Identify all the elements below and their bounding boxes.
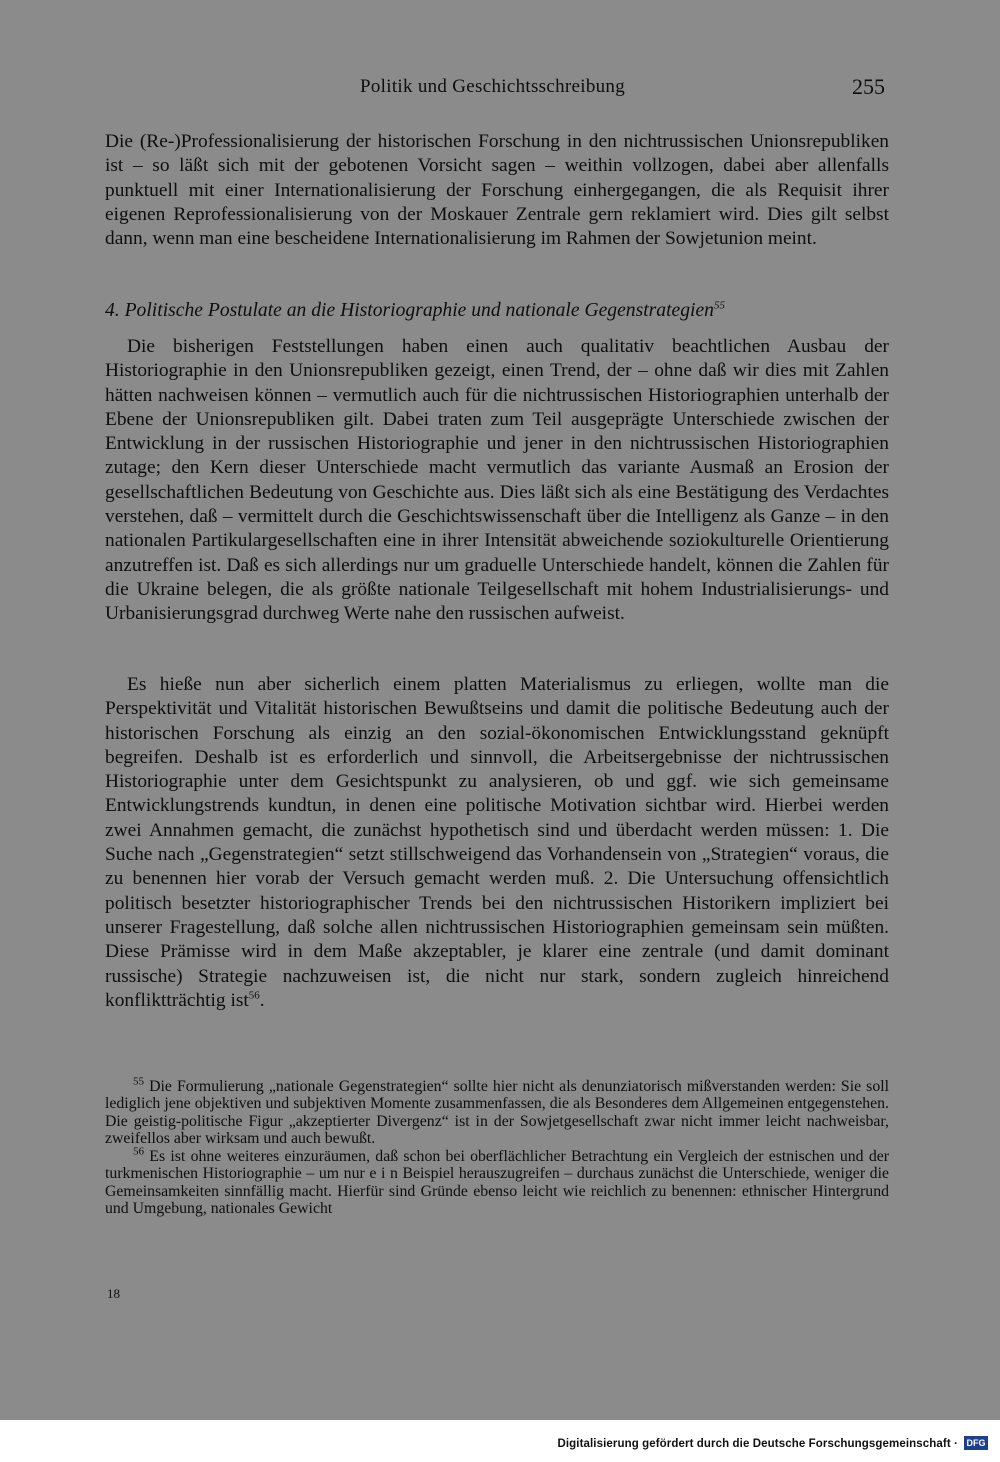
footnote-ref-56: 56 [248,989,260,1002]
paragraph-3-text: Es hieße nun aber sicherlich einem platten Materialismus zu erliegen, wollte man die Perspektivität und Vitalität historischen Bewußtseins und damit die politische Bedeutung auch der historischen Forschung als einzig an den sozial-ökonomischen Entwicklungsstand geknüpft begreifen. Deshalb ist es erforderlich und sinnvoll, die Arbeitsergebnisse der nichtrussischen Historiographie unter dem Gesichtspunkt zu analysieren, ob und ggf. wie sich gemeinsame Entwicklungstrends kundtun, in denen eine politische Motivation sichtbar wird. Hierbei werden zwei Annahmen gemacht, die zunächst hypothetisch sind und überdacht werden müssen: 1. Die Suche nach „Gegenstrategien“ setzt stillschweigend das Vorhandensein von „Strategien“ voraus, die zu benennen hier vorab der Versuch gemacht werden muß. 2. Die Untersuchung offensichtlich politisch besetzter historiographischer Trends bei den nichtrussischen Historikern impliziert bei unserer Fragestellung, daß solche allen nichtrussischen Historiographien gemeinsam sein müßten. Diese Prämisse wird in dem Maße akzeptabler, je klarer eine zentrale (und damit dominant russische) Strategie nachzuweisen ist, die nicht nur stark, sondern zugleich hinreichend konfliktträchtig ist [105,674,889,1011]
section-heading-text: 4. Politische Postulate an die Historiographie und nationale Gegenstrategien [105,300,714,321]
footnote-56 [105,1145,889,1218]
footnote-number: 55 [133,1075,144,1088]
running-title: Politik und Geschichtsschreibung [360,76,626,97]
footnote-text: Es ist ohne weiteres einzuräumen, daß schon bei oberflächlicher Betrachtung ein Vergleich der estnischen und der turkmenischen Historiographie – um nur e i n Beispiel herauszugreifen – durchaus zunächst die Unterschiede, weniger die Gemeinsamkeiten sinnfällig macht. Hierfür sind Gründe ebenso leicht wie reichlich zu benennen: ethnischer Hintergrund und Umgebung, nationales Gewicht [105,1148,889,1218]
footnotes [105,1075,889,1218]
signature-mark: 18 [107,1286,120,1301]
page-number: 255 [852,74,885,99]
paragraph-3 [105,673,889,1013]
paragraph-2: Die bisherigen Feststellungen haben einen auch qualitativ beachtlichen Ausbau der Historiographie in den Unionsrepubliken gezeigt, einen Trend, der – ohne daß wir dies mit Zahlen hätten nachweisen können – vermutlich auch für die nichtrussischen Historiographien unterhalb der Ebene der Unionsrepubliken gilt. Dabei traten zum Teil ausgeprägte Unterschiede zwischen der Entwicklung in der russischen Historiographie und jener in den nichtrussischen Historiographien zutage; den Kern dieser Unterschiede macht vermutlich das variante Ausmaß an Erosion der gesellschaftlichen Bedeutung von Geschichte aus. Dies läßt sich als eine Bestätigung des Verdachtes verstehen, daß – vermittelt durch die Geschichtswissenschaft über die Intelligenz als Ganze – in den nationalen Partikulargesellschaften eine in ihrer Intensität abweichende soziokulturelle Orientierung anzutreffen ist. Daß es sich allerdings nur um graduelle Unterschiede handelt, können die Zahlen für die Ukraine belegen, die als größte nationale Teilgesellschaft mit hohem Industrialisierungs- und Urbanisierungsgrad durchweg Werte nahe den russischen aufweist. [105,336,889,625]
dfg-logo-icon: DFG [964,1436,988,1450]
digitization-credit: Digitalisierung gefördert durch die Deutsche Forschungsgemeinschaft · [557,1438,958,1450]
footnote-ref-55: 55 [713,299,725,312]
paragraph-1: Die (Re-)Professionalisierung der historischen Forschung in den nichtrussischen Unionsrepubliken ist – so läßt sich mit der gebotenen Vorsicht sagen – weithin vollzogen, dabei aber allenfalls punktuell mit einer Internationalisierung der Forschung einhergegangen, die als Requisit ihrer eigenen Reprofessionalisierung von der Moskauer Zentrale gern reklamiert wird. Dies gilt selbst dann, wenn man eine bescheidene Internationalisierung im Rahmen der Sowjetunion meint. [105,131,889,250]
section-heading [105,298,889,324]
paragraph-3-end: . [259,989,265,1011]
footnote-text: Die Formulierung „nationale Gegenstrategien“ sollte hier nicht als denunziatorisch mißverstanden werden: Sie soll lediglich jene objektiven und subjektiven Momente zusammenfassen, die als Besonderes dem Allgemeinen entgegenstehen. Die geistig-politische Figur „akzeptierter Divergenz“ ist in der Sowjetgesellschaft zwar nicht immer leicht nachweisbar, zweifellos aber wirksam und auch bewußt. [105,1078,889,1147]
running-head [0,74,1000,100]
footnote-55 [105,1075,889,1147]
footnote-number: 56 [133,1145,144,1158]
